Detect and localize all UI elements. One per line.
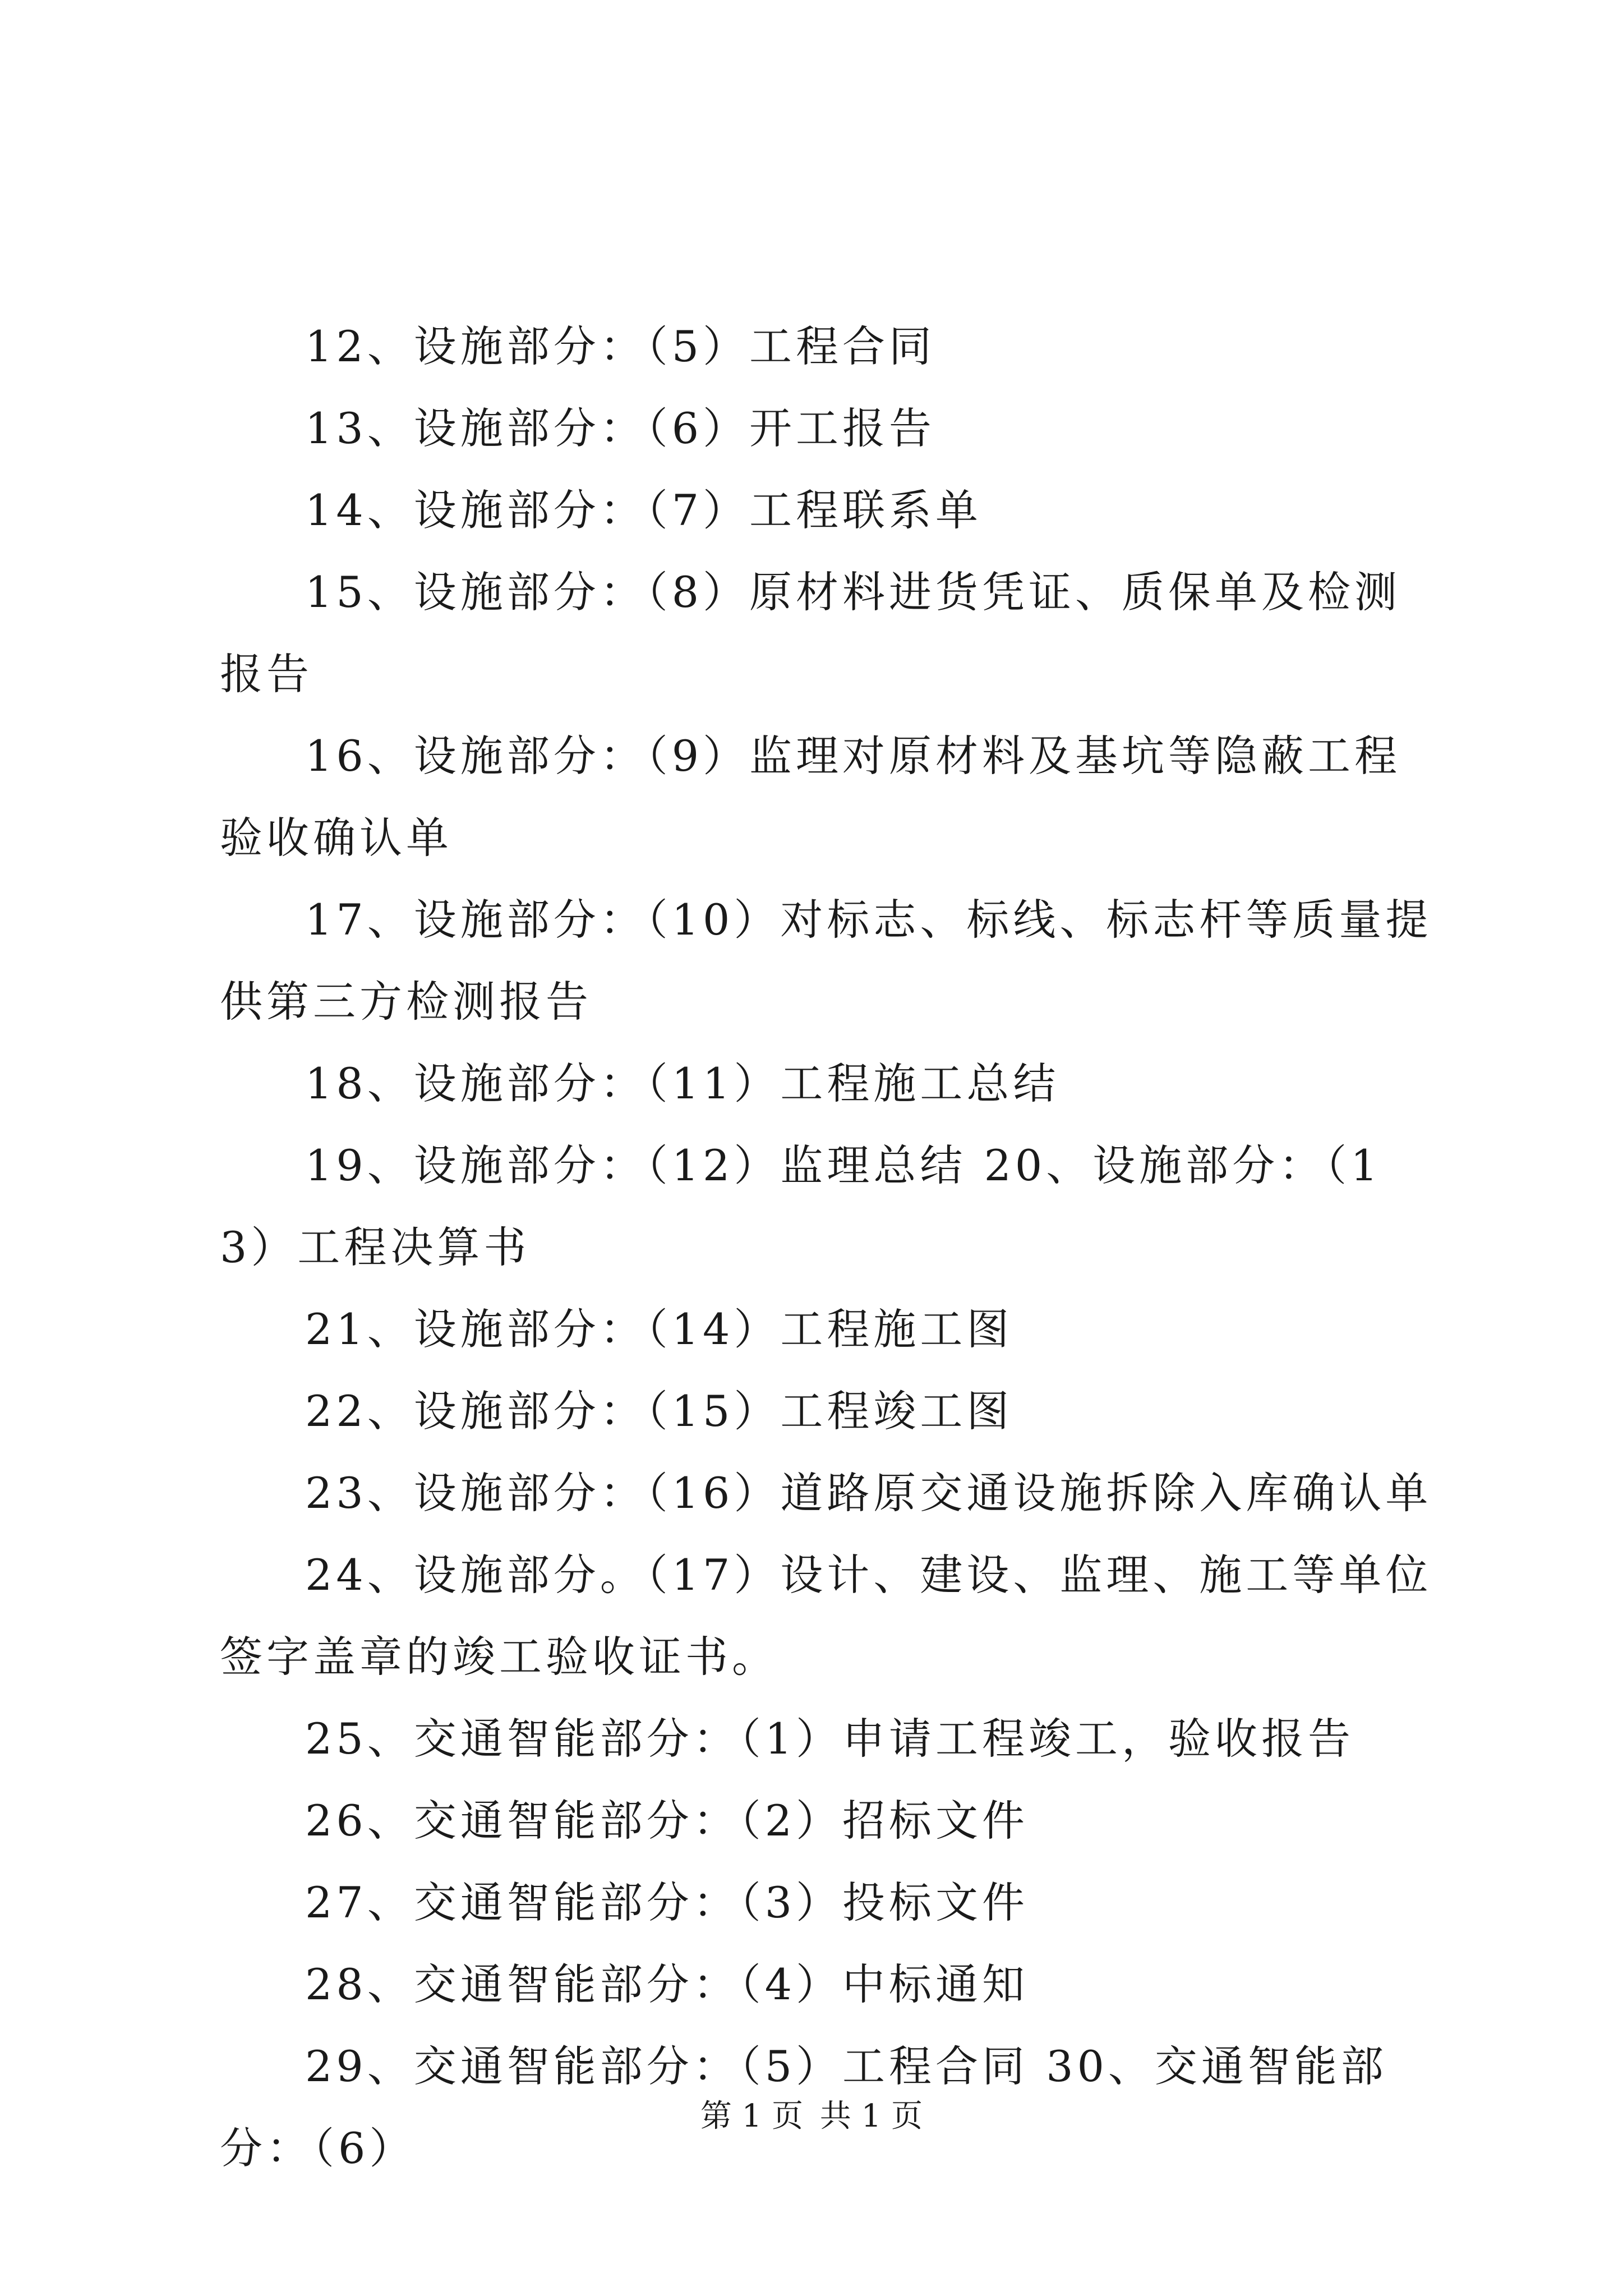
page-footer [0,2097,1623,2136]
paragraph-item-15: 15、设施部分：（8）原材料进货凭证、质保单及检测报告 [220,567,1401,699]
paragraph-item-21: 21、设施部分：（14）工程施工图 [305,1304,1013,1354]
page-number-total: 共 1 页 [819,2098,923,2134]
paragraph-item-28: 28、交通智能部分：（4）中标通知 [305,1959,1029,2009]
paragraph-item-16: 16、设施部分：（9）监理对原材料及基坑等隐蔽工程验收确认单 [220,731,1401,863]
page-number-current: 第 1 页 [700,2098,804,2134]
paragraph-item-24: 24、设施部分。（17）设计、建设、监理、施工等单位签字盖章的竣工验收证书。 [220,1550,1432,1682]
paragraph-item-19: 19、设施部分：（12）监理总结 20、设施部分：（13）工程决算书 [220,1140,1382,1272]
paragraph-item-18: 18、设施部分：（11）工程施工总结 [305,1059,1060,1108]
document-body [220,306,1437,2189]
paragraph-item-29: 29、交通智能部分：（5）工程合同 30、交通智能部分：（6） [220,2041,1387,2173]
paragraph-item-12: 12、设施部分：（5）工程合同 [305,321,936,371]
paragraph-item-13: 13、设施部分：（6）开工报告 [305,403,936,453]
paragraph-item-27: 27、交通智能部分：（3）投标文件 [305,1878,1029,1927]
paragraph-item-14: 14、设施部分：（7）工程联系单 [305,485,983,535]
paragraph-item-26: 26、交通智能部分：（2）招标文件 [305,1796,1029,1846]
paragraph-item-17: 17、设施部分：（10）对标志、标线、标志杆等质量提供第三方检测报告 [220,895,1432,1027]
paragraph-item-23: 23、设施部分：（16）道路原交通设施拆除入库确认单 [305,1468,1432,1518]
paragraph-item-25: 25、交通智能部分：（1）申请工程竣工，验收报告 [305,1714,1355,1764]
paragraph-item-22: 22、设施部分：（15）工程竣工图 [305,1386,1013,1436]
